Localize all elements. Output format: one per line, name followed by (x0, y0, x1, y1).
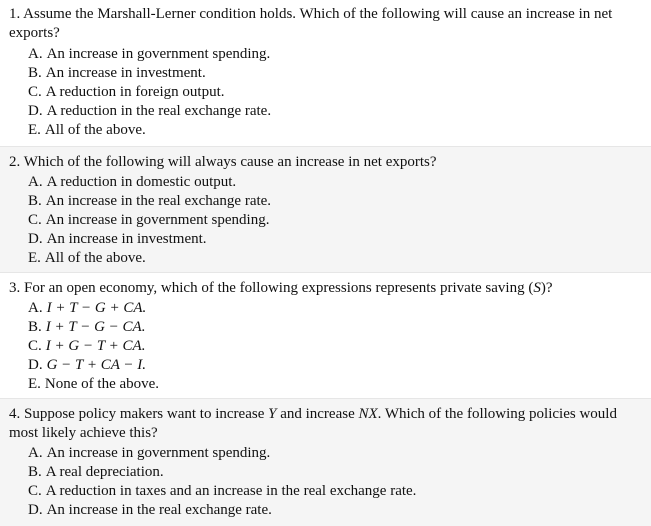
question-3-option-c[interactable] (28, 337, 651, 356)
question-3 (0, 272, 651, 398)
stem-math: Y (268, 406, 277, 422)
question-1-option-a[interactable] (28, 45, 651, 64)
option-letter: A. (28, 174, 43, 190)
question-4-option-c[interactable] (28, 482, 651, 501)
option-letter: C. (28, 84, 42, 100)
question-3-option-d[interactable] (28, 356, 651, 375)
option-letter: A. (28, 46, 43, 62)
option-letter: B. (28, 65, 42, 81)
question-3-option-b[interactable] (28, 318, 651, 337)
option-text: An increase in government spending. (46, 46, 271, 62)
question-4-option-b[interactable] (28, 463, 651, 482)
question-4-option-d[interactable] (28, 501, 651, 520)
option-letter: E. (28, 250, 41, 266)
stem-text: and increase (276, 406, 359, 422)
question-4-option-a[interactable] (28, 444, 651, 463)
option-text: I + T − G − CA. (45, 319, 146, 335)
option-text: A real depreciation. (45, 464, 164, 480)
stem-text: 4. Suppose policy makers want to increase (9, 406, 269, 422)
option-letter: D. (28, 231, 43, 247)
option-letter: B. (28, 319, 42, 335)
stem-text: . Which of the following policies would most likely achieve this? (9, 406, 617, 441)
question-3-option-e[interactable] (28, 375, 651, 394)
option-text: None of the above. (44, 376, 160, 392)
question-1 (0, 0, 651, 146)
question-1-option-b[interactable] (28, 64, 651, 83)
option-letter: B. (28, 464, 42, 480)
option-text: A reduction in domestic output. (46, 174, 237, 190)
option-text: An increase in investment. (46, 231, 207, 247)
option-letter: C. (28, 338, 42, 354)
option-letter: C. (28, 212, 42, 228)
option-text: I + G − T + CA. (45, 338, 146, 354)
option-letter: D. (28, 357, 43, 373)
stem-math: S (533, 280, 541, 296)
option-text: A reduction in taxes and an increase in the real exchange rate. (45, 483, 417, 499)
question-4-stem (0, 399, 651, 443)
option-text: An increase in government spending. (46, 445, 271, 461)
stem-text: 3. For an open economy, which of the following expressions represents private saving ( (9, 280, 534, 296)
question-1-option-c[interactable] (28, 83, 651, 102)
question-3-option-a[interactable] (28, 299, 651, 318)
option-letter: A. (28, 445, 43, 461)
question-1-option-e[interactable] (28, 121, 651, 140)
question-2 (0, 146, 651, 272)
question-2-option-c[interactable] (28, 211, 651, 230)
question-2-option-e[interactable] (28, 249, 651, 268)
option-text: All of the above. (44, 122, 146, 138)
option-letter: E. (28, 376, 41, 392)
question-1-option-d[interactable] (28, 102, 651, 121)
question-2-options (0, 173, 651, 268)
question-2-option-d[interactable] (28, 230, 651, 249)
question-4 (0, 398, 651, 526)
option-text: An increase in government spending. (45, 212, 270, 228)
question-2-option-a[interactable] (28, 173, 651, 192)
question-1-stem: 1. Assume the Marshall-Lerner condition holds. Which of the following will cause an increase in net exports? (9, 6, 613, 41)
question-3-options (0, 299, 651, 394)
question-4-options (0, 444, 651, 520)
option-text: An increase in investment. (45, 65, 206, 81)
stem-math: NX (358, 406, 378, 422)
question-1-options (0, 45, 651, 140)
option-letter: A. (28, 300, 43, 316)
option-text: A reduction in foreign output. (45, 84, 225, 100)
option-text: A reduction in the real exchange rate. (46, 103, 272, 119)
question-2-stem: 2. Which of the following will always cause an increase in net exports? (9, 154, 437, 170)
option-text: An increase in the real exchange rate. (46, 502, 272, 518)
option-text: I + T − G + CA. (46, 300, 147, 316)
question-2-option-b[interactable] (28, 192, 651, 211)
stem-text: )? (540, 280, 553, 296)
option-text: G − T + CA − I. (46, 357, 147, 373)
option-letter: D. (28, 502, 43, 518)
option-letter: E. (28, 122, 41, 138)
option-text: All of the above. (44, 250, 146, 266)
option-letter: D. (28, 103, 43, 119)
option-text: An increase in the real exchange rate. (45, 193, 272, 209)
option-letter: C. (28, 483, 42, 499)
question-3-stem (0, 273, 651, 298)
option-letter: B. (28, 193, 42, 209)
